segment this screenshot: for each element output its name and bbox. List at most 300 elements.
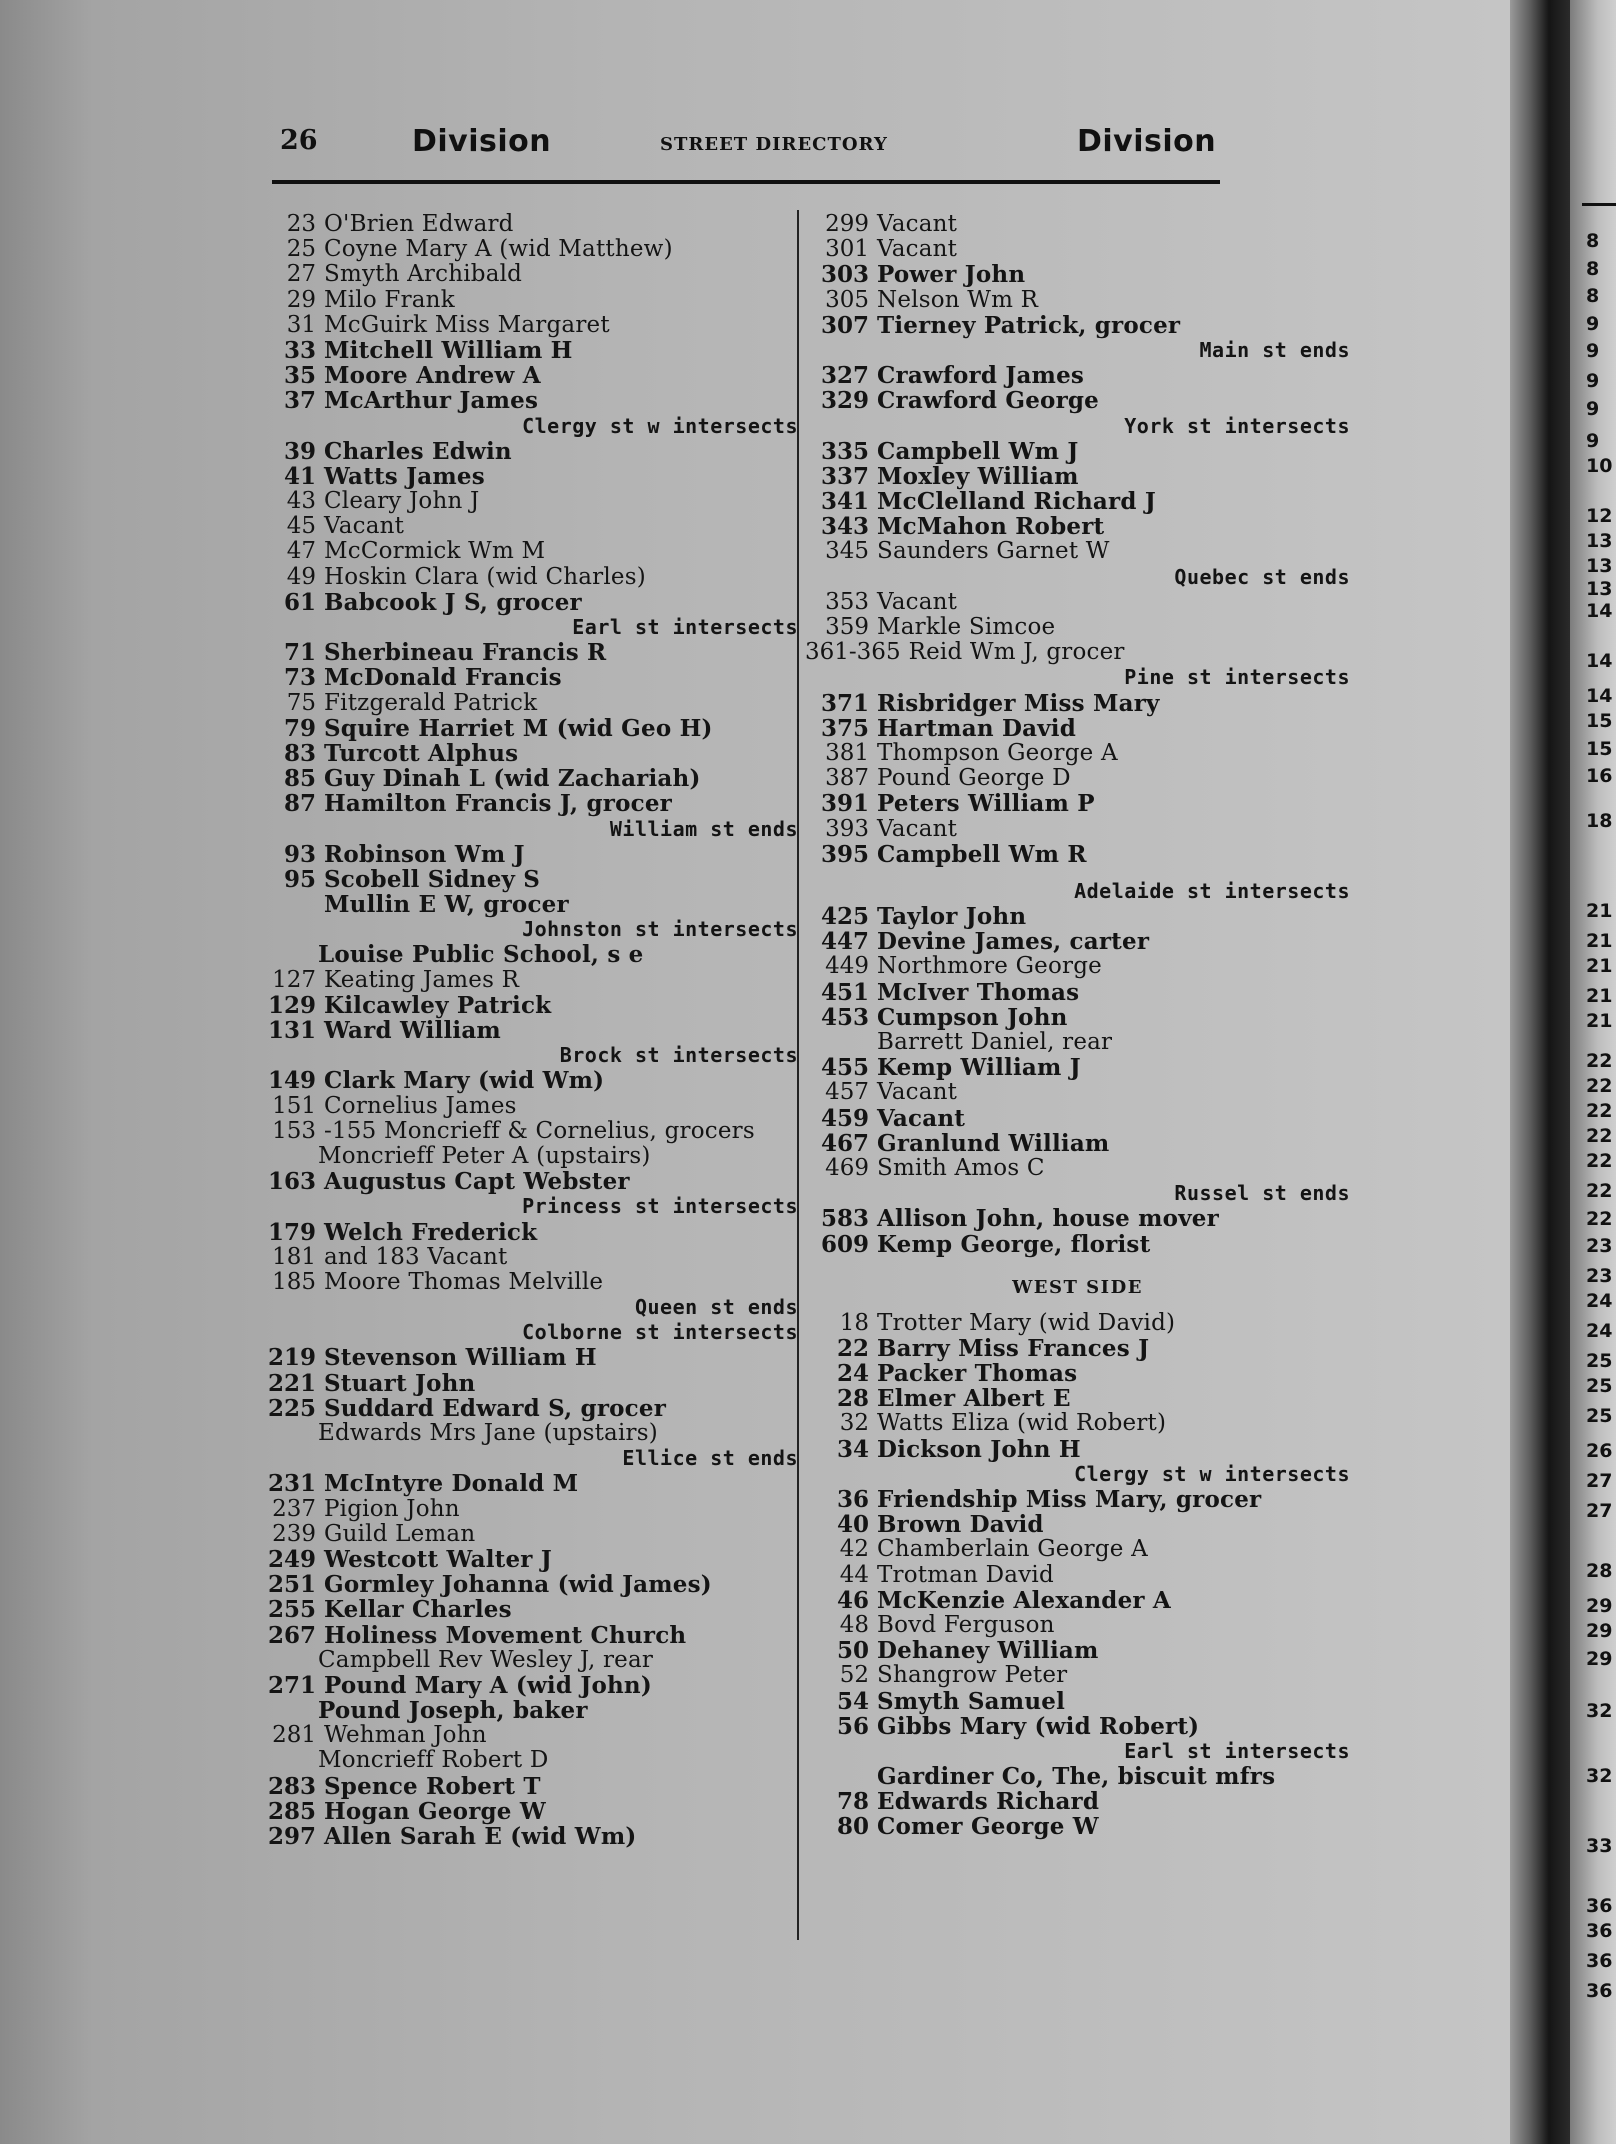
resident-name: Tierney Patrick, grocer bbox=[877, 311, 1181, 339]
page-header bbox=[0, 122, 1250, 162]
directory-entry bbox=[805, 1789, 1355, 1814]
resident-name: Augustus Capt Webster bbox=[324, 1168, 630, 1196]
directory-entry bbox=[805, 262, 1355, 287]
adjacent-page-number: 14 bbox=[1586, 600, 1613, 622]
directory-entry bbox=[250, 1648, 800, 1673]
resident-name: Peters William P bbox=[877, 790, 1095, 818]
adjacent-page-number: 9 bbox=[1586, 398, 1600, 420]
adjacent-page-number: 29 bbox=[1586, 1620, 1613, 1642]
resident-name: Vacant bbox=[877, 1104, 966, 1132]
adjacent-page-number: 21 bbox=[1586, 955, 1613, 977]
resident-name: Charles Edwin bbox=[324, 437, 512, 465]
adjacent-page-number: 18 bbox=[1586, 810, 1613, 832]
house-number: 42 bbox=[839, 1536, 869, 1563]
resident-name: Saunders Garnet W bbox=[877, 538, 1110, 565]
resident-name: Barry Miss Frances J bbox=[877, 1334, 1150, 1362]
directory-entry bbox=[805, 791, 1355, 816]
resident-name: Sherbineau Francis R bbox=[324, 639, 607, 667]
directory-entry bbox=[805, 1080, 1355, 1105]
resident-name: Bovd Ferguson bbox=[877, 1611, 1055, 1638]
resident-name: Campbell Wm J bbox=[877, 437, 1079, 465]
adjacent-page-numbers bbox=[1586, 0, 1616, 2144]
resident-name: Robinson Wm J bbox=[324, 840, 525, 868]
street-marker: William st ends bbox=[609, 816, 798, 841]
house-number: 271 bbox=[267, 1671, 316, 1699]
adjacent-page-number: 33 bbox=[1586, 1835, 1613, 1857]
house-number: 61 bbox=[283, 588, 316, 616]
resident-name: Coyne Mary A (wid Matthew) bbox=[324, 236, 673, 263]
resident-name: Wehman John bbox=[324, 1722, 487, 1749]
resident-name: Scobell Sidney S bbox=[324, 865, 541, 893]
adjacent-page-number: 36 bbox=[1586, 1980, 1613, 2002]
house-number: 28 bbox=[836, 1385, 869, 1413]
resident-name: Holiness Movement Church bbox=[324, 1621, 687, 1649]
resident-name: O'Brien Edward bbox=[324, 211, 514, 237]
adjacent-page-number: 15 bbox=[1586, 738, 1613, 760]
resident-name: Moxley William bbox=[877, 462, 1079, 490]
adjacent-page-number: 14 bbox=[1586, 685, 1613, 707]
resident-name: Markle Simcoe bbox=[877, 614, 1056, 640]
house-number: 225 bbox=[267, 1394, 316, 1422]
resident-name: Brown David bbox=[877, 1511, 1044, 1539]
house-number: 329 bbox=[820, 387, 869, 415]
directory-entry bbox=[805, 1613, 1355, 1638]
directory-entry bbox=[250, 691, 800, 716]
street-marker: Clergy st w intersects bbox=[1074, 1461, 1350, 1486]
resident-name: Trotter Mary (wid David) bbox=[877, 1309, 1176, 1336]
house-number: 151 bbox=[272, 1092, 316, 1119]
house-number: 46 bbox=[836, 1586, 869, 1614]
resident-name: Gormley Johanna (wid James) bbox=[324, 1571, 712, 1599]
adjacent-page-number: 22 bbox=[1586, 1208, 1613, 1230]
house-number: 73 bbox=[283, 664, 316, 692]
house-number: 393 bbox=[825, 815, 869, 842]
adjacent-page-number: 24 bbox=[1586, 1320, 1613, 1342]
house-number: 375 bbox=[820, 714, 869, 742]
house-number: 307 bbox=[820, 311, 869, 339]
house-number: 299 bbox=[825, 211, 869, 237]
adjacent-page-number: 22 bbox=[1586, 1100, 1613, 1122]
resident-name: Packer Thomas bbox=[877, 1360, 1078, 1388]
house-number: 29 bbox=[286, 286, 316, 313]
house-number: 52 bbox=[839, 1662, 869, 1689]
left-column bbox=[250, 212, 800, 1849]
resident-name: Stevenson William H bbox=[324, 1344, 597, 1372]
directory-entry bbox=[805, 1638, 1355, 1663]
directory-entry bbox=[250, 1497, 800, 1522]
directory-entry bbox=[805, 929, 1355, 954]
house-number: 327 bbox=[820, 362, 869, 390]
directory-entry bbox=[805, 313, 1355, 338]
resident-name: Taylor John bbox=[877, 903, 1027, 931]
directory-entry bbox=[250, 1522, 800, 1547]
house-number: 79 bbox=[283, 714, 316, 742]
directory-entry bbox=[805, 1714, 1355, 1739]
resident-name: Campbell Rev Wesley J, rear bbox=[318, 1646, 654, 1673]
resident-name: Edwards Mrs Jane (upstairs) bbox=[318, 1420, 658, 1446]
house-number: 54 bbox=[836, 1687, 869, 1715]
directory-entry bbox=[250, 565, 800, 590]
directory-entry bbox=[805, 1663, 1355, 1688]
house-number: 447 bbox=[820, 928, 869, 956]
directory-entry bbox=[250, 1471, 800, 1496]
resident-name: Kilcawley Patrick bbox=[324, 991, 552, 1019]
directory-entry bbox=[250, 993, 800, 1018]
directory-entry bbox=[805, 954, 1355, 979]
adjacent-page-number: 14 bbox=[1586, 650, 1613, 672]
directory-entry bbox=[805, 212, 1355, 237]
directory-entry bbox=[250, 1547, 800, 1572]
directory-entry bbox=[250, 766, 800, 791]
adjacent-page-number: 22 bbox=[1586, 1050, 1613, 1072]
directory-entry bbox=[250, 1673, 800, 1698]
directory-entry bbox=[250, 1220, 800, 1245]
adjacent-page-number: 27 bbox=[1586, 1500, 1613, 1522]
resident-name: Shangrow Peter bbox=[877, 1662, 1068, 1689]
house-number: 301 bbox=[825, 236, 869, 263]
resident-name: -155 Moncrieff & Cornelius, grocers bbox=[324, 1117, 755, 1144]
right-column bbox=[805, 212, 1355, 1840]
adjacent-page-number: 26 bbox=[1586, 1440, 1613, 1462]
resident-name: Guy Dinah L (wid Zachariah) bbox=[324, 765, 701, 793]
resident-name: Moore Andrew A bbox=[324, 362, 541, 390]
house-number: 85 bbox=[283, 765, 316, 793]
directory-entry bbox=[805, 439, 1355, 464]
resident-name: Hamilton Francis J, grocer bbox=[324, 790, 672, 818]
house-number: 237 bbox=[272, 1495, 316, 1522]
directory-entry bbox=[250, 439, 800, 464]
street-marker: Adelaide st intersects bbox=[1074, 878, 1350, 903]
directory-entry bbox=[250, 313, 800, 338]
house-number: 179 bbox=[267, 1218, 316, 1246]
resident-name: Nelson Wm R bbox=[877, 286, 1039, 313]
house-number: 359 bbox=[825, 614, 869, 640]
house-number: 33 bbox=[283, 336, 316, 364]
house-number: 297 bbox=[267, 1823, 316, 1850]
resident-name: Campbell Wm R bbox=[877, 840, 1087, 868]
resident-name: Moore Thomas Melville bbox=[324, 1268, 604, 1295]
resident-name: Chamberlain George A bbox=[877, 1536, 1148, 1563]
header-center-title: STREET DIRECTORY bbox=[660, 134, 888, 155]
directory-entry bbox=[250, 262, 800, 287]
house-number: 24 bbox=[836, 1360, 869, 1388]
house-number: 219 bbox=[267, 1344, 316, 1372]
directory-entry bbox=[805, 1764, 1355, 1789]
resident-name: Edwards Richard bbox=[877, 1788, 1100, 1816]
directory-entry bbox=[805, 288, 1355, 313]
adjacent-page-number: 36 bbox=[1586, 1920, 1613, 1942]
resident-name: Vacant bbox=[877, 1079, 958, 1106]
house-number: 425 bbox=[820, 903, 869, 931]
directory-entry bbox=[805, 615, 1355, 640]
adjacent-page-number: 32 bbox=[1586, 1700, 1613, 1722]
house-number: 35 bbox=[283, 362, 316, 390]
directory-entry bbox=[805, 1232, 1355, 1257]
adjacent-page-number: 12 bbox=[1586, 505, 1613, 527]
directory-entry bbox=[250, 237, 800, 262]
house-number: 467 bbox=[820, 1129, 869, 1157]
adjacent-page-number: 8 bbox=[1586, 258, 1600, 280]
directory-entry bbox=[250, 212, 800, 237]
house-number: 37 bbox=[283, 387, 316, 415]
street-marker: Queen st ends bbox=[634, 1295, 798, 1320]
directory-entry bbox=[805, 1055, 1355, 1080]
house-number: 395 bbox=[820, 840, 869, 868]
resident-name: Moncrieff Peter A (upstairs) bbox=[318, 1142, 651, 1169]
house-number: 34 bbox=[836, 1435, 869, 1463]
directory-entry bbox=[250, 741, 800, 766]
resident-name: Turcott Alphus bbox=[324, 739, 519, 767]
resident-name: McKenzie Alexander A bbox=[877, 1586, 1171, 1614]
resident-name: McCormick Wm M bbox=[324, 538, 546, 565]
house-number: 457 bbox=[825, 1079, 869, 1106]
resident-name: Comer George W bbox=[877, 1813, 1099, 1841]
directory-entry bbox=[250, 1094, 800, 1119]
directory-entry bbox=[250, 1270, 800, 1295]
resident-name: Spence Robert T bbox=[324, 1772, 541, 1800]
resident-name: Guild Leman bbox=[324, 1520, 476, 1547]
house-number: 78 bbox=[836, 1788, 869, 1816]
house-number: 43 bbox=[286, 488, 316, 515]
directory-entry bbox=[805, 1563, 1355, 1588]
resident-name: Hartman David bbox=[877, 714, 1076, 742]
house-number: 341 bbox=[820, 488, 869, 516]
directory-entry bbox=[250, 1723, 800, 1748]
house-number: 80 bbox=[836, 1813, 869, 1841]
house-number: 41 bbox=[283, 462, 316, 490]
adjacent-page-number: 9 bbox=[1586, 313, 1600, 335]
resident-name: Vacant bbox=[877, 815, 958, 842]
directory-entry bbox=[805, 1361, 1355, 1386]
adjacent-page-number: 13 bbox=[1586, 555, 1613, 577]
house-number: 44 bbox=[839, 1561, 869, 1588]
street-marker: Brock st intersects bbox=[559, 1043, 798, 1068]
directory-entry bbox=[250, 1698, 800, 1723]
street-marker: Princess st intersects bbox=[522, 1194, 798, 1219]
house-number: 23 bbox=[286, 211, 316, 237]
adjacent-page-number: 21 bbox=[1586, 900, 1613, 922]
house-number: 25 bbox=[286, 236, 316, 263]
directory-entry bbox=[805, 741, 1355, 766]
adjacent-page-number: 29 bbox=[1586, 1648, 1613, 1670]
directory-entry bbox=[805, 1311, 1355, 1336]
house-number: 343 bbox=[820, 513, 869, 541]
resident-name: Smith Amos C bbox=[877, 1154, 1045, 1181]
house-number: 18 bbox=[839, 1309, 869, 1336]
directory-entry bbox=[250, 1371, 800, 1396]
directory-entry bbox=[805, 1386, 1355, 1411]
house-number: 56 bbox=[836, 1712, 869, 1740]
house-number: 249 bbox=[267, 1545, 316, 1573]
directory-entry bbox=[250, 288, 800, 313]
resident-name: Clark Mary (wid Wm) bbox=[324, 1067, 605, 1095]
house-number: 459 bbox=[820, 1104, 869, 1132]
resident-name: McMahon Robert bbox=[877, 513, 1105, 541]
house-number: 45 bbox=[286, 513, 316, 540]
directory-entry bbox=[250, 539, 800, 564]
street-marker: Russel st ends bbox=[1174, 1181, 1350, 1206]
directory-entry bbox=[250, 968, 800, 993]
resident-name: Kellar Charles bbox=[324, 1596, 512, 1624]
resident-name: Vacant bbox=[324, 513, 405, 540]
adjacent-page-number: 13 bbox=[1586, 530, 1613, 552]
directory-entry bbox=[805, 817, 1355, 842]
resident-name: Northmore George bbox=[877, 953, 1102, 980]
house-number: 371 bbox=[820, 689, 869, 717]
resident-name: Allen Sarah E (wid Wm) bbox=[324, 1823, 637, 1850]
directory-entry bbox=[250, 1068, 800, 1093]
directory-entry bbox=[805, 1512, 1355, 1537]
house-number: 95 bbox=[283, 865, 316, 893]
house-number: 387 bbox=[825, 765, 869, 792]
house-number: 27 bbox=[286, 261, 316, 288]
house-number: 40 bbox=[836, 1511, 869, 1539]
house-number: 267 bbox=[267, 1621, 316, 1649]
resident-name: Elmer Albert E bbox=[877, 1385, 1071, 1413]
directory-entry bbox=[250, 388, 800, 413]
resident-name: Devine James, carter bbox=[877, 928, 1150, 956]
house-number: 335 bbox=[820, 437, 869, 465]
resident-name: Milo Frank bbox=[324, 286, 455, 313]
directory-entry bbox=[805, 489, 1355, 514]
resident-name: Vacant bbox=[877, 588, 958, 615]
adjacent-page-number: 25 bbox=[1586, 1405, 1613, 1427]
directory-entry bbox=[805, 388, 1355, 413]
street-marker: Johnston st intersects bbox=[522, 917, 798, 942]
directory-entry bbox=[805, 766, 1355, 791]
directory-entry bbox=[805, 1336, 1355, 1361]
directory-entry bbox=[805, 1206, 1355, 1231]
resident-name: Mitchell William H bbox=[324, 336, 573, 364]
adjacent-page-number: 23 bbox=[1586, 1235, 1613, 1257]
adjacent-page-number: 22 bbox=[1586, 1125, 1613, 1147]
adjacent-page-number: 9 bbox=[1586, 430, 1600, 452]
section-heading: WEST SIDE bbox=[1012, 1276, 1143, 1298]
adjacent-page-number: 32 bbox=[1586, 1765, 1613, 1787]
resident-name: and 183 Vacant bbox=[324, 1243, 508, 1270]
resident-name: Babcook J S, grocer bbox=[324, 588, 582, 616]
resident-name: Hoskin Clara (wid Charles) bbox=[324, 563, 646, 590]
adjacent-page-number: 25 bbox=[1586, 1375, 1613, 1397]
resident-name: McIver Thomas bbox=[877, 978, 1080, 1006]
directory-entry bbox=[250, 640, 800, 665]
resident-name: Stuart John bbox=[324, 1369, 476, 1397]
house-number: 129 bbox=[267, 991, 316, 1019]
street-marker: Earl st intersects bbox=[572, 615, 798, 639]
adjacent-page-number: 24 bbox=[1586, 1290, 1613, 1312]
adjacent-page-number: 15 bbox=[1586, 710, 1613, 732]
house-number: 221 bbox=[267, 1369, 316, 1397]
directory-entry bbox=[805, 237, 1355, 262]
house-number: 32 bbox=[839, 1410, 869, 1437]
spacer bbox=[805, 867, 1355, 879]
adjacent-page-number: 16 bbox=[1586, 765, 1613, 787]
resident-name: Kemp William J bbox=[877, 1054, 1081, 1082]
directory-entry bbox=[805, 590, 1355, 615]
house-number: 181 bbox=[272, 1243, 316, 1270]
directory-entry bbox=[805, 1689, 1355, 1714]
house-number: 185 bbox=[272, 1268, 316, 1295]
adjacent-page-number: 21 bbox=[1586, 930, 1613, 952]
house-number: 305 bbox=[825, 286, 869, 313]
resident-name: McDonald Francis bbox=[324, 664, 562, 692]
adjacent-page-number: 10 bbox=[1586, 455, 1613, 477]
resident-name: Allison John, house mover bbox=[877, 1205, 1219, 1233]
house-number: 285 bbox=[267, 1797, 316, 1825]
resident-name: Pound George D bbox=[877, 765, 1071, 792]
resident-name: Squire Harriet M (wid Geo H) bbox=[324, 714, 713, 742]
house-number: 255 bbox=[267, 1596, 316, 1624]
directory-entry bbox=[250, 892, 800, 917]
directory-entry bbox=[250, 1824, 800, 1849]
house-number: 451 bbox=[820, 978, 869, 1006]
directory-entry bbox=[805, 514, 1355, 539]
street-marker: York st intersects bbox=[1124, 413, 1350, 438]
directory-entry bbox=[805, 464, 1355, 489]
directory-entry bbox=[250, 338, 800, 363]
resident-name: Westcott Walter J bbox=[324, 1545, 552, 1573]
resident-name: Barrett Daniel, rear bbox=[877, 1029, 1113, 1055]
directory-entry bbox=[805, 904, 1355, 929]
house-number: 153 bbox=[272, 1117, 316, 1144]
directory-entry bbox=[805, 363, 1355, 388]
resident-name: Reid Wm J, grocer bbox=[908, 639, 1125, 666]
house-number: 231 bbox=[267, 1470, 316, 1498]
header-left-title: Division bbox=[412, 124, 552, 159]
directory-entry bbox=[250, 1144, 800, 1169]
directory-entry bbox=[805, 1537, 1355, 1562]
directory-entry bbox=[250, 1396, 800, 1421]
directory-entry bbox=[250, 665, 800, 690]
resident-name: Cornelius James bbox=[324, 1092, 517, 1119]
directory-entry bbox=[805, 1131, 1355, 1156]
house-number: 39 bbox=[283, 437, 316, 465]
directory-entry bbox=[805, 539, 1355, 564]
directory-entry bbox=[250, 1018, 800, 1043]
house-number: 251 bbox=[267, 1571, 316, 1599]
house-number: 75 bbox=[286, 689, 316, 716]
house-number: 31 bbox=[286, 311, 316, 338]
header-right-title: Division bbox=[1077, 124, 1217, 159]
directory-entry bbox=[250, 867, 800, 892]
resident-name: Crawford James bbox=[877, 362, 1085, 390]
directory-entry bbox=[805, 716, 1355, 741]
resident-name: Granlund William bbox=[877, 1129, 1110, 1157]
resident-name: McArthur James bbox=[324, 387, 539, 415]
house-number: 361-365 bbox=[805, 639, 901, 666]
resident-name: Watts James bbox=[324, 462, 485, 490]
resident-name: Suddard Edward S, grocer bbox=[324, 1394, 667, 1422]
directory-entry bbox=[250, 1572, 800, 1597]
adjacent-page-number: 8 bbox=[1586, 230, 1600, 252]
resident-name: Friendship Miss Mary, grocer bbox=[877, 1486, 1262, 1513]
house-number: 50 bbox=[836, 1637, 869, 1665]
resident-name: Welch Frederick bbox=[324, 1218, 538, 1246]
resident-name: Smyth Archibald bbox=[324, 261, 523, 288]
house-number: 22 bbox=[836, 1334, 869, 1362]
book-binding bbox=[1510, 0, 1570, 2144]
resident-name: Vacant bbox=[877, 236, 958, 263]
directory-entry bbox=[250, 842, 800, 867]
resident-name: McIntyre Donald M bbox=[324, 1470, 579, 1498]
street-marker: Colborne st intersects bbox=[522, 1320, 798, 1345]
directory-entry bbox=[250, 1119, 800, 1144]
adjacent-page-number: 25 bbox=[1586, 1350, 1613, 1372]
house-number: 163 bbox=[267, 1168, 316, 1196]
resident-name: Mullin E W, grocer bbox=[324, 891, 569, 919]
adjacent-page-number: 21 bbox=[1586, 1010, 1613, 1032]
directory-entry bbox=[805, 1814, 1355, 1839]
